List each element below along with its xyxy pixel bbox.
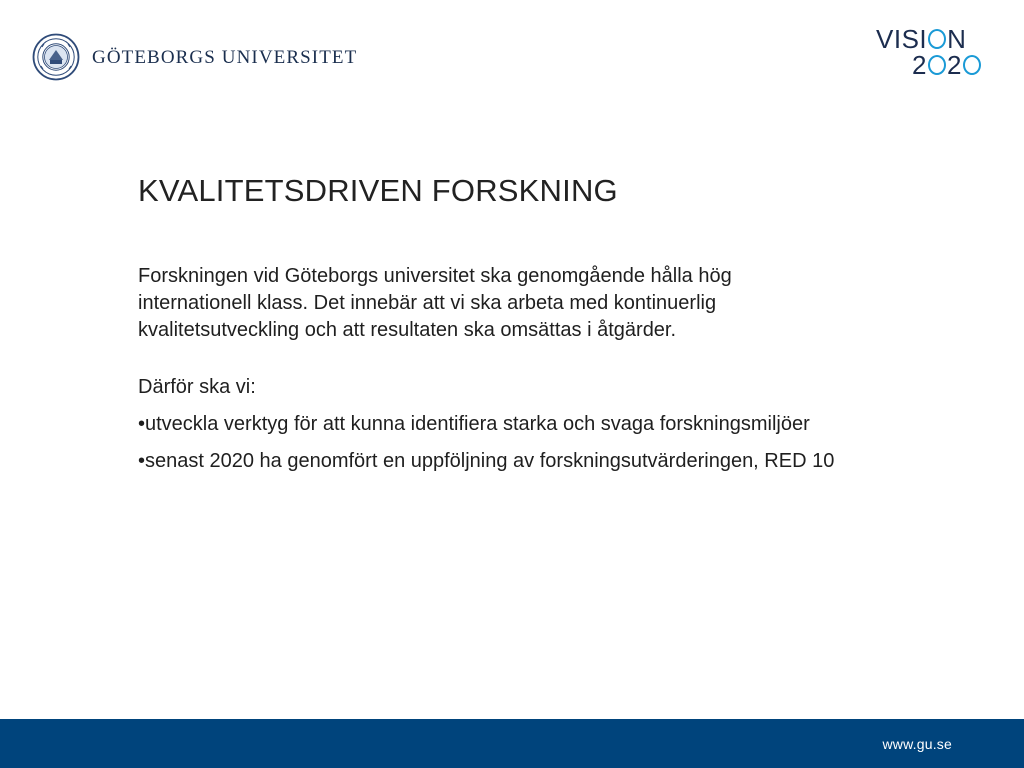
bullet-item: •senast 2020 ha genomfört en uppföljning av forskningsutvärderingen, RED 10 xyxy=(138,449,835,472)
university-name: GÖTEBORGS UNIVERSITET xyxy=(92,46,358,68)
vision-text-part: VISI xyxy=(876,24,928,54)
year-digit: 2 xyxy=(912,50,927,80)
slide-content xyxy=(138,172,838,485)
vision-word xyxy=(876,26,966,52)
slide-body xyxy=(138,263,838,475)
university-seal-icon xyxy=(32,33,80,81)
vision-year xyxy=(912,52,982,78)
vision-o-icon xyxy=(928,29,946,49)
body-paragraph: Forskningen vid Göteborgs universitet ska genomgående hålla hög internationell klass. Det innebär att vi ska arbeta med kontinuerlig kvalitetsutveckling och att resultaten ska omsättas i åtgärder. xyxy=(138,264,732,341)
slide-title: KVALITETSDRIVEN FORSKNING xyxy=(138,173,618,208)
vision-2020-logo xyxy=(876,26,1000,78)
footer-url-link[interactable]: www.gu.se xyxy=(882,736,952,752)
list-subheading: Därför ska vi: xyxy=(138,375,256,398)
university-logo xyxy=(32,33,357,81)
year-o-icon xyxy=(928,55,946,75)
year-digit: 2 xyxy=(946,50,962,80)
vision-text-part: N xyxy=(947,24,967,54)
footer-bar xyxy=(0,719,1024,768)
bullet-item: •utveckla verktyg för att kunna identifiera starka och svaga forskningsmiljöer xyxy=(138,412,810,435)
year-o-icon xyxy=(963,55,981,75)
